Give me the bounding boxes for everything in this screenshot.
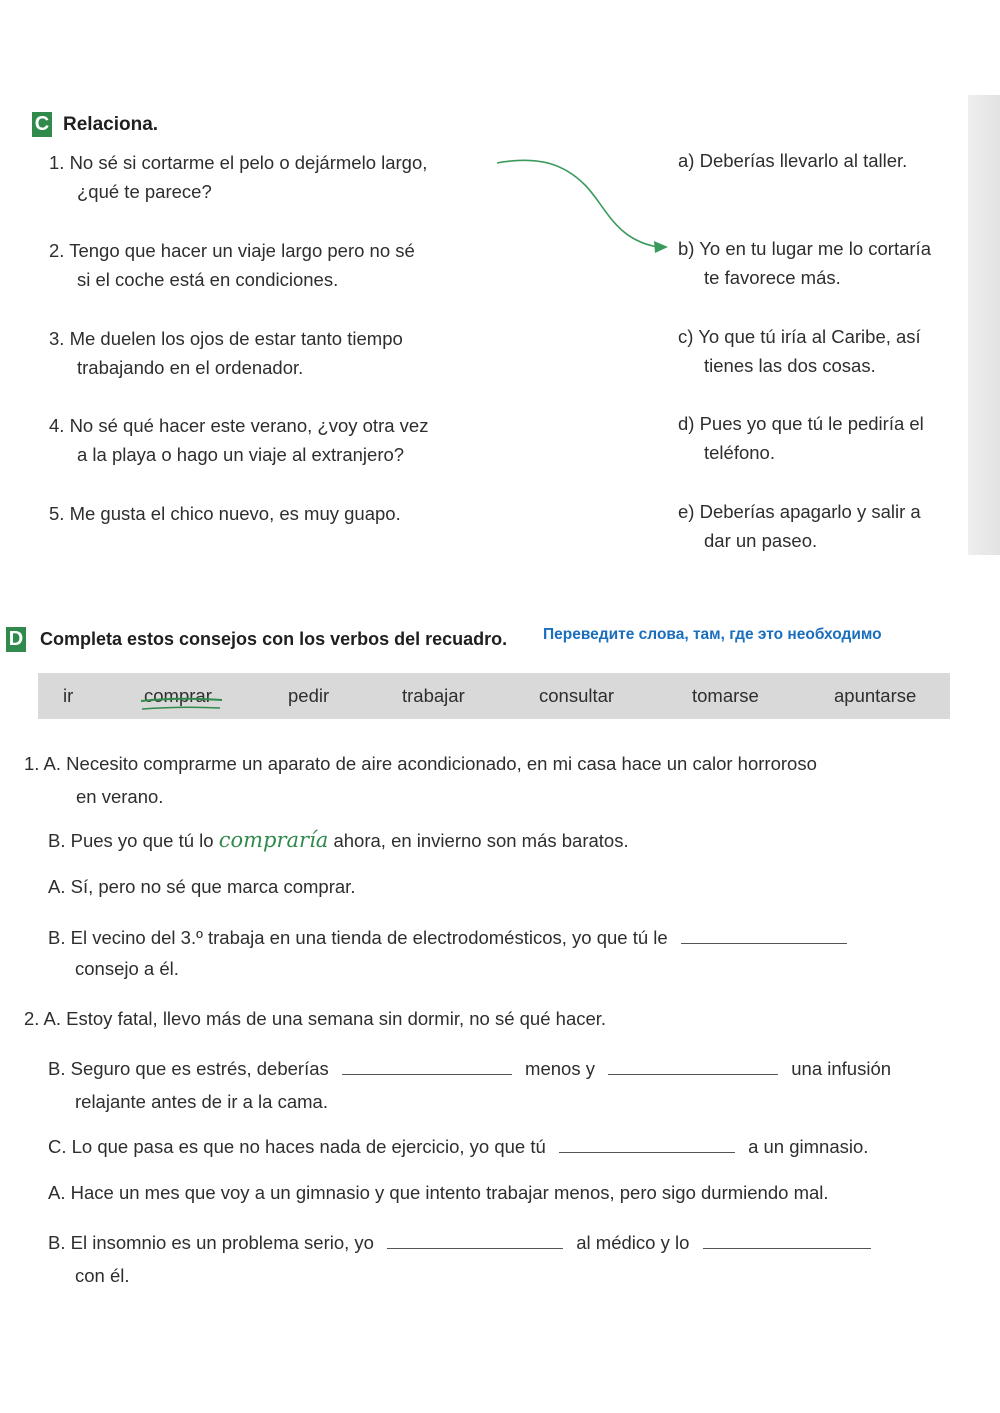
dialogue-2-d: A. Hace un mes que voy a un gimnasio y que intento trabajar menos, pero sigo durmiendo mal. <box>48 1182 829 1203</box>
match-right-b: b) Yo en tu lugar me lo cortaría <box>678 238 931 259</box>
dialogue-2-b <box>48 1054 891 1083</box>
dialogue-1-a-cont: en verano. <box>76 786 164 807</box>
match-right-e: e) Deberías apagarlo y salir a <box>678 501 921 522</box>
dialogue-1-a: 1. A. Necesito comprarme un aparato de aire acondicionado, en mi casa hace un calor horroroso <box>24 753 817 774</box>
section-c-badge: C <box>32 112 52 137</box>
match-right-c: c) Yo que tú iría al Caribe, así <box>678 326 921 347</box>
blank-2e-1[interactable] <box>387 1247 563 1249</box>
verb-comprar: comprar <box>144 685 212 706</box>
match-right-a: a) Deberías llevarlo al taller. <box>678 150 908 171</box>
dialogue-1-d <box>48 923 847 952</box>
dialogue-1-b-pre: B. Pues yo que tú lo <box>48 830 214 851</box>
strikethrough-mark <box>138 688 228 712</box>
dialogue-1-b-post: ahora, en invierno son más baratos. <box>333 830 629 851</box>
match-right-d-cont: teléfono. <box>704 442 775 463</box>
dialogue-2-e-mid: al médico y lo <box>576 1232 690 1253</box>
section-c-title: Relaciona. <box>63 114 159 135</box>
blank-2b-1[interactable] <box>342 1073 512 1075</box>
dialogue-2-b-post: una infusión <box>791 1058 892 1079</box>
match-left-1: 1. No sé si cortarme el pelo o dejármelo largo, <box>49 152 428 173</box>
dialogue-2-e-cont: con él. <box>75 1265 130 1286</box>
match-left-4: 4. No sé qué hacer este verano, ¿voy otra vez <box>49 415 429 436</box>
dialogue-1-d-text: B. El vecino del 3.º trabaja en una tienda de electrodomésticos, yo que tú le <box>48 927 668 948</box>
match-right-c-cont: tienes las dos cosas. <box>704 355 876 376</box>
match-right-b-cont: te favorece más. <box>704 267 841 288</box>
verb-consultar: consultar <box>539 685 615 706</box>
match-left-2: 2. Tengo que hacer un viaje largo pero no sé <box>49 240 415 261</box>
dialogue-2-c <box>48 1132 868 1161</box>
match-right-d: d) Pues yo que tú le pediría el <box>678 413 924 434</box>
dialogue-2-c-post: a un gimnasio. <box>748 1136 869 1157</box>
dialogue-2-b-mid: menos y <box>525 1058 595 1079</box>
dialogue-2-e <box>48 1228 871 1257</box>
verb-ir: ir <box>63 685 74 706</box>
match-left-1-cont: ¿qué te parece? <box>77 181 212 202</box>
match-left-3: 3. Me duelen los ojos de estar tanto tiempo <box>49 328 403 349</box>
dialogue-2-b-pre: B. Seguro que es estrés, deberías <box>48 1058 329 1079</box>
match-left-3-cont: trabajando en el ordenador. <box>77 357 304 378</box>
blank-2c[interactable] <box>559 1151 735 1153</box>
match-arrow[interactable] <box>0 0 1000 600</box>
blank-2e-2[interactable] <box>703 1247 871 1249</box>
dialogue-2-a: 2. A. Estoy fatal, llevo más de una semana sin dormir, no sé qué hacer. <box>24 1008 607 1029</box>
match-right-e-cont: dar un paseo. <box>704 530 818 551</box>
verb-tomarse: tomarse <box>692 685 759 706</box>
match-left-5: 5. Me gusta el chico nuevo, es muy guapo. <box>49 503 401 524</box>
verb-apuntarse: apuntarse <box>834 685 917 706</box>
dialogue-2-b-cont: relajante antes de ir a la cama. <box>75 1091 328 1112</box>
section-d-title: Completa estos consejos con los verbos del recuadro. <box>40 629 508 649</box>
match-left-4-cont: a la playa o hago un viaje al extranjero? <box>77 444 405 465</box>
blank-1d[interactable] <box>681 942 847 944</box>
dialogue-2-e-pre: B. El insomnio es un problema serio, yo <box>48 1232 374 1253</box>
dialogue-1-c: A. Sí, pero no sé que marca comprar. <box>48 876 356 897</box>
dialogue-1-d-cont: consejo a él. <box>75 958 179 979</box>
section-d-badge: D <box>6 627 26 652</box>
verb-pedir: pedir <box>288 685 330 706</box>
match-left-2-cont: si el coche está en condiciones. <box>77 269 339 290</box>
answer-compraria[interactable]: compraría <box>218 828 329 852</box>
dialogue-1-b <box>48 826 629 855</box>
verb-trabajar: trabajar <box>402 685 465 706</box>
blank-2b-2[interactable] <box>608 1073 778 1075</box>
dialogue-2-c-pre: C. Lo que pasa es que no haces nada de ejercicio, yo que tú <box>48 1136 546 1157</box>
instruction-note: Переведите слова, там, где это необходимо <box>543 626 882 643</box>
